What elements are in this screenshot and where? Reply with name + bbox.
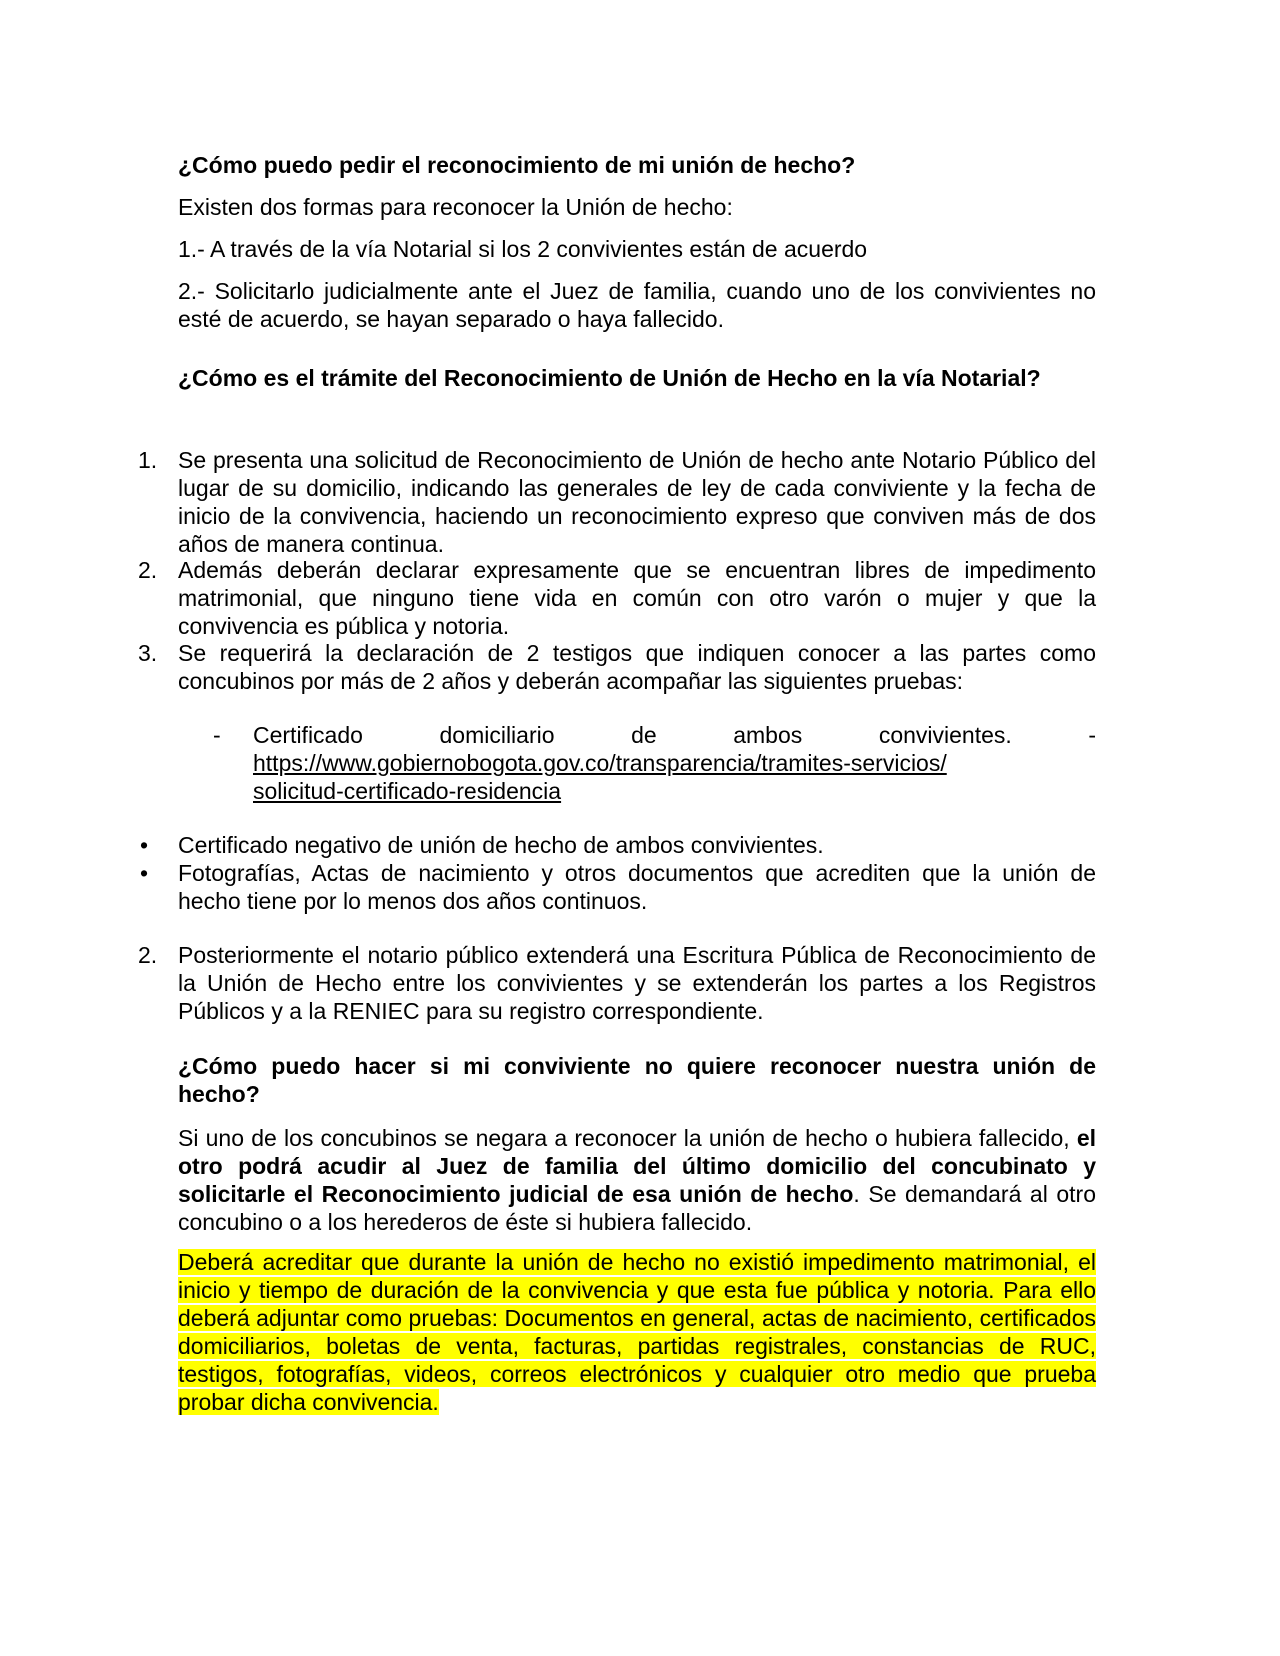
dash-word: de xyxy=(631,722,657,748)
heading-judicial-recognition: ¿Cómo puedo hacer si mi conviviente no quiere reconocer nuestra unión de hecho? xyxy=(178,1053,1096,1107)
intro-paragraph: Existen dos formas para reconocer la Unión de hecho: xyxy=(178,194,733,220)
dash-item-text xyxy=(253,721,1096,749)
step-number: 2. xyxy=(138,557,158,583)
judicial-text-start: Si uno de los concubinos se negara a reconocer la unión de hecho o hubiera fallecido, xyxy=(178,1125,1077,1151)
bullet-marker: • xyxy=(140,832,149,858)
step-number: 3. xyxy=(138,640,158,666)
dash-marker: - xyxy=(213,722,221,748)
highlighted-paragraph xyxy=(178,1248,1096,1416)
heading-notarial-procedure: ¿Cómo es el trámite del Reconocimiento de Unión de Hecho en la vía Notarial? xyxy=(178,365,1041,391)
judicial-paragraph xyxy=(178,1124,1096,1236)
step-text: Posteriormente el notario público extenderá una Escritura Pública de Reconocimiento de la Unión de Hecho entre los convivientes y se extenderán los partes a los Registros Públicos y a la RENIEC para su registro correspondiente. xyxy=(178,942,1096,1024)
option-notarial: 1.- A través de la vía Notarial si los 2 convivientes están de acuerdo xyxy=(178,236,868,262)
highlighted-text: Deberá acreditar que durante la unión de hecho no existió impedimento matrimonial, el inicio y tiempo de duración de la convivencia y que esta fue pública y notoria. Para ello deberá adjuntar como pruebas: Documentos en general, actas de nacimiento, certificados domiciliarios, boletas de venta, facturas, partidas registrales, constancias de RUC, testigos, fotografías, videos, correos electrónicos y cualquier otro medio que prueba probar dicha convivencia. xyxy=(178,1249,1096,1415)
dash-word: convivientes. xyxy=(878,722,1012,748)
dash-word: Certificado xyxy=(253,722,363,748)
step-text: Además deberán declarar expresamente que se encuentran libres de impedimento matrimonial, que ninguno tiene vida en común con otro varón o mujer y que la convivencia es pública y notoria. xyxy=(178,557,1096,639)
step-number: 1. xyxy=(138,447,158,473)
dash-word: domiciliario xyxy=(439,722,555,748)
bullet-text: Fotografías, Actas de nacimiento y otros documentos que acrediten que la unión de hecho tiene por lo menos dos años continuos. xyxy=(178,860,1096,914)
bullet-text: Certificado negativo de unión de hecho de ambos convivientes. xyxy=(178,832,824,858)
heading-how-to-request: ¿Cómo puedo pedir el reconocimiento de mi unión de hecho? xyxy=(178,152,856,178)
dash-word: ambos xyxy=(733,722,803,748)
certificate-link-line1[interactable]: https://www.gobiernobogota.gov.co/transparencia/tramites-servicios/ xyxy=(253,750,947,776)
step-text: Se requerirá la declaración de 2 testigos que indiquen conocer a las partes como concubinos por más de 2 años y deberán acompañar las siguientes pruebas: xyxy=(178,640,1096,694)
step-number: 2. xyxy=(138,942,158,968)
judicial-text-end: . Se demandará al otro concubino o a los herederos de éste si hubiera fallecido. xyxy=(178,1181,1096,1235)
dash-word: - xyxy=(1088,722,1096,748)
bullet-marker: • xyxy=(140,860,149,886)
step-text: Se presenta una solicitud de Reconocimiento de Unión de hecho ante Notario Público del lugar de su domicilio, indicando las generales de ley de cada conviviente y la fecha de inicio de la convivencia, haciendo un reconocimiento expreso que conviven más de dos años de manera continua. xyxy=(178,447,1096,557)
judicial-text-bold: el otro podrá acudir al Juez de familia del último domicilio del concubinato y solicitarle el Reconocimiento judicial de esa unión de hecho xyxy=(178,1125,1096,1207)
certificate-link-line2[interactable]: solicitud-certificado-residencia xyxy=(253,778,562,804)
option-judicial: 2.- Solicitarlo judicialmente ante el Juez de familia, cuando uno de los convivientes no esté de acuerdo, se hayan separado o haya fallecido. xyxy=(178,278,1096,332)
